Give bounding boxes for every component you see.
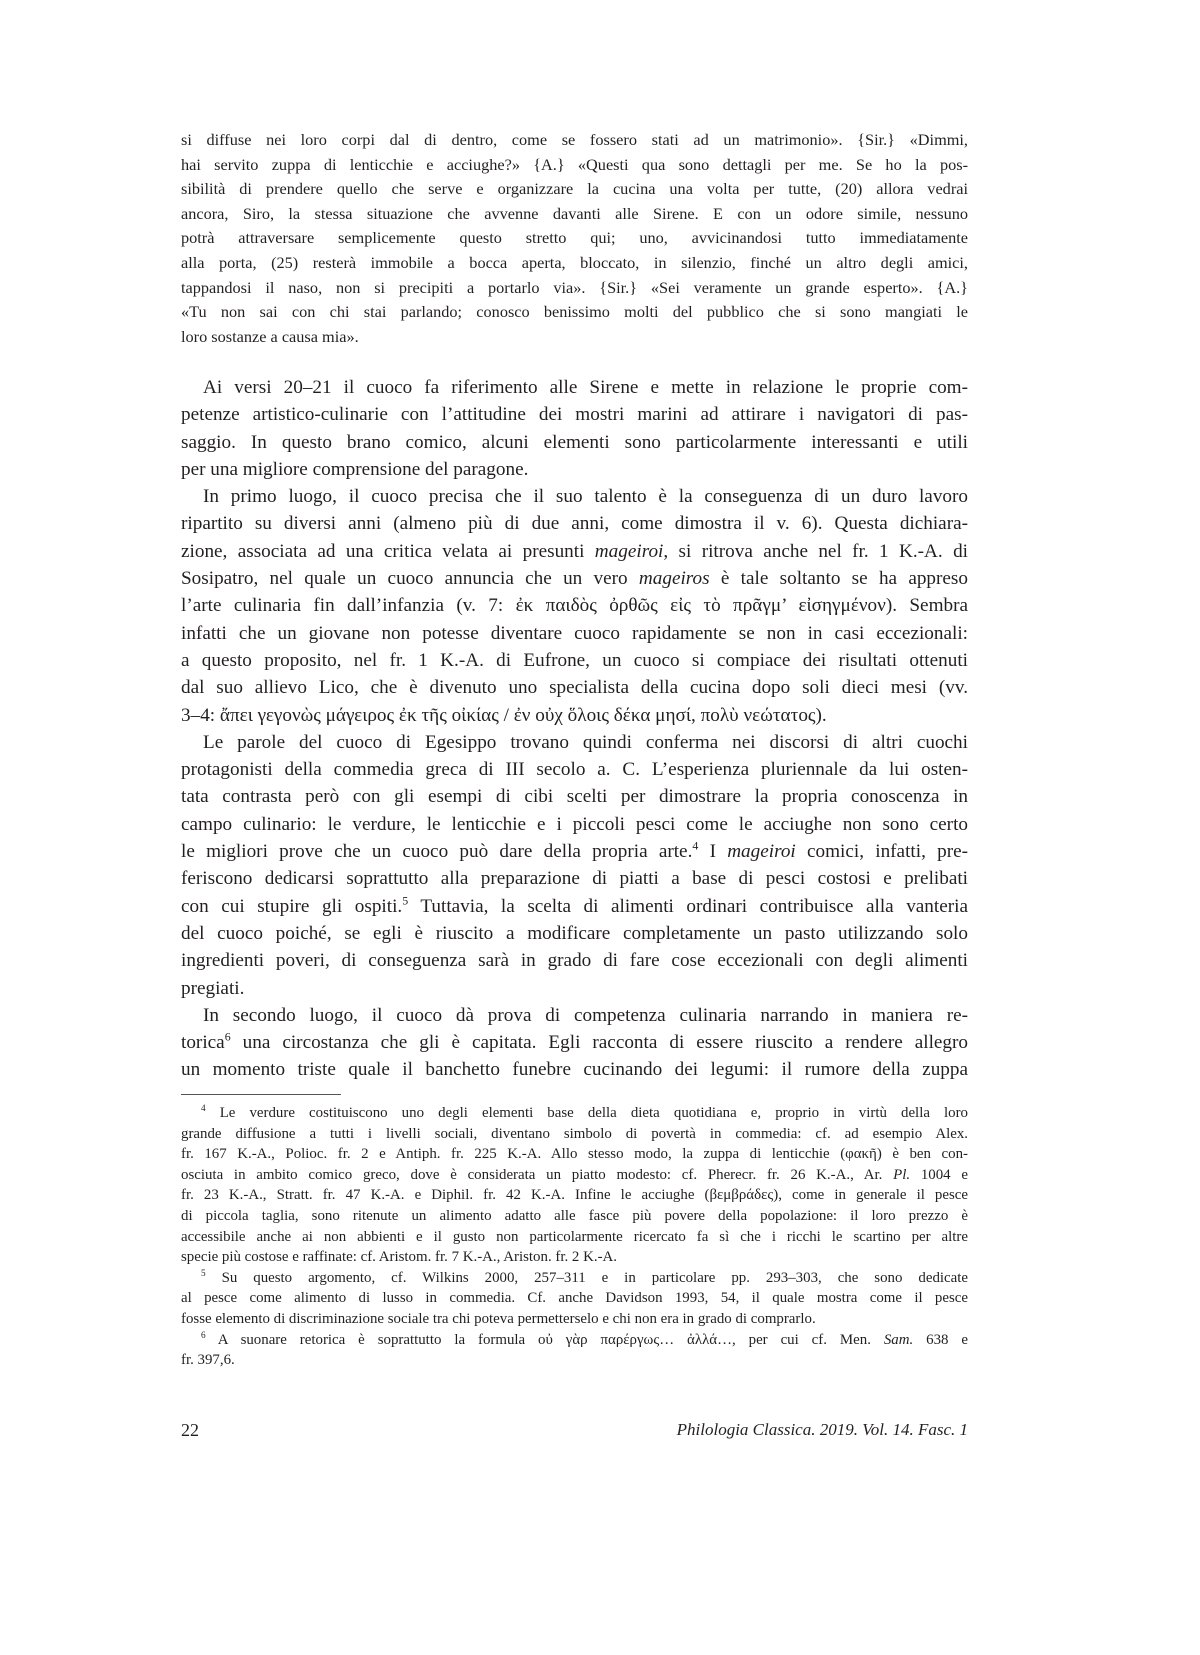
quote-line — [181, 226, 968, 251]
footnote-ref: 6 — [201, 1329, 206, 1340]
text-run: «Tu non sai con chi stai parlando; conosco benissimo molti del pubblico che si sono mangiati le — [181, 302, 968, 322]
text-run: fr. 397,6. — [181, 1352, 235, 1369]
footnote-line — [181, 1350, 968, 1371]
text-run: torica — [181, 1032, 225, 1054]
text-run: protagonisti della commedia greca di III secolo a. C. L’esperienza pluriennale da lui osten- — [181, 759, 968, 781]
footnote-line — [181, 1330, 968, 1351]
text-run: una circostanza che gli è capitata. Egli racconta di essere riuscito a rendere allegro — [230, 1032, 968, 1054]
text-run: per una migliore comprensione del paragone. — [181, 458, 529, 480]
body-line — [181, 565, 968, 592]
body-line — [181, 865, 968, 892]
body-line — [181, 702, 968, 729]
body-line — [181, 1002, 968, 1029]
footnote-line — [181, 1144, 968, 1165]
footnote-ref: 5 — [402, 893, 409, 908]
text-run: dal suo allievo Lico, che è divenuto uno specialista della cucina dopo soli dieci mesi (vv. — [181, 677, 968, 699]
text-run: campo culinario: le verdure, le lenticchie e i piccoli pesci come le acciughe non sono certo — [181, 813, 968, 835]
body-line — [181, 756, 968, 783]
text-run: A suonare retorica è soprattutto la formula οὐ γὰρ παρέργως… ἀλλά…, per cui cf. Men. — [205, 1331, 884, 1348]
footnote-line — [181, 1247, 968, 1268]
block-quote — [181, 128, 968, 349]
quote-line — [181, 325, 968, 350]
text-run: specie più costose e raffinate: cf. Aristom. fr. 7 K.-A., Ariston. fr. 2 K.-A. — [181, 1249, 618, 1266]
text-run: zione, associata ad una critica velata ai presunti — [181, 540, 595, 562]
text-run: I — [698, 841, 728, 863]
text-run: loro sostanze a causa mia». — [181, 326, 359, 346]
body-text — [181, 374, 968, 1084]
text-run: un momento triste quale il banchetto funebre cucinando dei legumi: il rumore della zuppa — [181, 1059, 968, 1081]
text-run: In secondo luogo, il cuoco dà prova di competenza culinaria narrando in maniera re- — [203, 1004, 968, 1026]
text-run: tata contrasta però con gli esempi di cibi scelti per dimostrare la propria conoscenza in — [181, 786, 968, 808]
footnote-ref: 6 — [224, 1029, 231, 1044]
text-run: fr. 23 K.-A., Stratt. fr. 47 K.-A. e Diphil. fr. 42 K.-A. Infine le acciughe (βεμβράδες), come in generale il pesce — [181, 1187, 968, 1204]
text-run: comici, infatti, pre- — [795, 841, 968, 863]
text-run: di piccola taglia, sono ritenute un alimento adatto alle fasce più povere della popolazione: il loro prezzo è — [181, 1207, 968, 1224]
text-run: Tuttavia, la scelta di alimenti ordinari contribuisce alla vanteria — [408, 895, 968, 917]
text-run: pregiati. — [181, 977, 245, 999]
footnote-separator — [181, 1094, 341, 1095]
text-run: alla porta, (25) resterà immobile a bocca aperta, bloccato, in silenzio, finché un altro degli amici, — [181, 252, 968, 272]
body-line — [181, 975, 968, 1002]
body-line — [181, 538, 968, 565]
text-run: 638 e — [913, 1331, 969, 1348]
text-run: Ai versi 20–21 il cuoco fa riferimento alle Sirene e mette in relazione le proprie com- — [203, 377, 968, 398]
quote-line — [181, 153, 968, 178]
text-run: petenze artistico-culinarie con l’attitudine dei mostri marini ad attirare i navigatori di pas- — [181, 404, 968, 426]
text-run: è tale soltanto se ha appreso — [709, 568, 968, 590]
footnote-line — [181, 1206, 968, 1227]
body-line — [181, 947, 968, 974]
text-run: potrà attraversare semplicemente questo stretto qui; uno, avvicinandosi tutto immediatamente — [181, 228, 968, 248]
text-run: Su questo argomento, cf. Wilkins 2000, 257–311 e in particolare pp. 293–303, che sono dedicate — [205, 1269, 968, 1286]
footnote-line — [181, 1124, 968, 1145]
body-line — [181, 456, 968, 483]
footnote-ref: 4 — [201, 1103, 206, 1114]
text-run: grande diffusione a tutti i livelli sociali, diventano simbolo di povertà in commedia: cf. ad esempio Alex. — [181, 1125, 968, 1142]
text-run: tappandosi il naso, non si precipiti a portarlo via». {Sir.} «Sei veramente un grande esperto». {A.} — [181, 277, 968, 297]
text-run: hai servito zuppa di lenticchie e acciughe?» {A.} «Questi qua sono dettagli per me. Se ho la pos- — [181, 154, 968, 174]
footnote-line — [181, 1165, 968, 1186]
text-run: Sosipatro, nel quale un cuoco annuncia che un vero — [181, 568, 639, 590]
text-run: le migliori prove che un cuoco può dare della propria arte. — [181, 841, 693, 863]
body-line — [181, 674, 968, 701]
body-line — [181, 483, 968, 510]
text-run: accessibile anche ai non abbienti e il gusto non particolarmente ricercato fa sì che i ricchi le scartino per altre — [181, 1228, 968, 1245]
text-run: ancora, Siro, la stessa situazione che avvenne davanti alle Sirene. E con un odore simile, nessuno — [181, 203, 968, 223]
text-run: Le verdure costituiscono uno degli elementi base della dieta quotidiana e, proprio in virtù della loro — [205, 1105, 968, 1121]
body-line — [181, 811, 968, 838]
text-run: osciuta in ambito comico greco, dove è considerata un piatto modesto: cf. Pherecr. fr. 26 K.-A., Ar. — [181, 1166, 894, 1183]
body-line — [181, 401, 968, 428]
text-run: del cuoco poiché, se egli è riuscito a modificare completamente un pasto utilizzando solo — [181, 922, 968, 944]
body-line — [181, 1029, 968, 1056]
quote-line — [181, 276, 968, 301]
text-run: a questo proposito, nel fr. 1 K.-A. di Eufrone, un cuoco si compiace dei risultati ottenuti — [181, 649, 968, 671]
page-number: 22 — [181, 1420, 199, 1440]
body-line — [181, 920, 968, 947]
text-run: sibilità di prendere quello che serve e organizzare la cucina una volta per tutte, (20) allora vedrai — [181, 179, 968, 199]
italic-term: mageiros — [638, 568, 710, 590]
footnote-ref: 4 — [692, 838, 699, 853]
footnote-line — [181, 1309, 968, 1330]
text-run: ripartito su diversi anni (almeno più di due anni, come dimostra il v. 6). Questa dichiara- — [181, 513, 968, 535]
text-run: 1004 e — [910, 1166, 968, 1183]
italic-term: Sam. — [883, 1331, 914, 1348]
text-run: al pesce come alimento di lusso in commedia. Cf. anche Davidson 1993, 54, il quale mostra come il pesce — [181, 1290, 968, 1307]
italic-term: Pl. — [893, 1166, 911, 1183]
text-run: infatti che un giovane non potesse diventare cuoco rapidamente se non in casi eccezionali: — [181, 622, 968, 644]
quote-line — [181, 128, 968, 153]
quote-line — [181, 177, 968, 202]
body-line — [181, 592, 968, 619]
footnote-ref: 5 — [201, 1267, 206, 1278]
text-run: feriscono dedicarsi soprattutto alla preparazione di piatti a base di pesci costosi e prelibati — [181, 868, 968, 890]
footnote-line — [181, 1288, 968, 1309]
text-run: fosse elemento di discriminazione sociale tra chi poteva permetterselo e chi non era in grado di comprarlo. — [181, 1310, 816, 1327]
italic-term: mageiroi — [594, 540, 664, 562]
footnote-line — [181, 1103, 968, 1124]
body-line — [181, 647, 968, 674]
footnote-line — [181, 1227, 968, 1248]
text-run: l’arte culinaria fin dall’infanzia (v. 7: ἐκ παιδὸς ὀρθῶς εἰς τὸ πρᾶγμ’ εἰσηγμένον). Sembra — [181, 595, 968, 617]
journal-running-footer: Philologia Classica. 2019. Vol. 14. Fasc. 1 — [676, 1420, 968, 1439]
footnotes — [181, 1103, 968, 1371]
text-run: Le parole del cuoco di Egesippo trovano quindi conferma nei discorsi di altri cuochi — [203, 731, 968, 753]
footnote-line — [181, 1268, 968, 1289]
quote-line — [181, 251, 968, 276]
text-run: In primo luogo, il cuoco precisa che il suo talento è la conseguenza di un duro lavoro — [203, 486, 968, 508]
quote-line — [181, 202, 968, 227]
footnote-line — [181, 1185, 968, 1206]
body-line — [181, 838, 968, 865]
text-run: fr. 167 K.-A., Polioc. fr. 2 e Antiph. fr. 225 K.-A. Allo stesso modo, la zuppa di lenticchie (φακῆ) è ben con- — [181, 1146, 968, 1163]
body-line — [181, 729, 968, 756]
body-line — [181, 783, 968, 810]
body-line — [181, 429, 968, 456]
body-line — [181, 1056, 968, 1083]
text-run: 3–4: ἄπει γεγονὼς μάγειρος ἐκ τῆς οἰκίας / ἐν οὐχ ὅλοις δέκα μησί, πολὺ νεώτατος). — [181, 704, 827, 726]
quote-line — [181, 300, 968, 325]
text-run: , si ritrova anche nel fr. 1 K.-A. di — [663, 540, 968, 562]
text-run: si diffuse nei loro corpi dal di dentro, come se fossero stati ad un matrimonio». {Sir.} «Dimmi, — [181, 130, 968, 149]
text-run: ingredienti poveri, di conseguenza sarà in grado di fare cose eccezionali con degli alimenti — [181, 950, 968, 972]
text-run: con cui stupire gli ospiti. — [181, 895, 403, 917]
body-line — [181, 893, 968, 920]
body-line — [181, 374, 968, 401]
text-run: saggio. In questo brano comico, alcuni elementi sono particolarmente interessanti e utili — [181, 431, 968, 453]
body-line — [181, 510, 968, 537]
italic-term: mageiroi — [727, 841, 796, 863]
body-line — [181, 620, 968, 647]
